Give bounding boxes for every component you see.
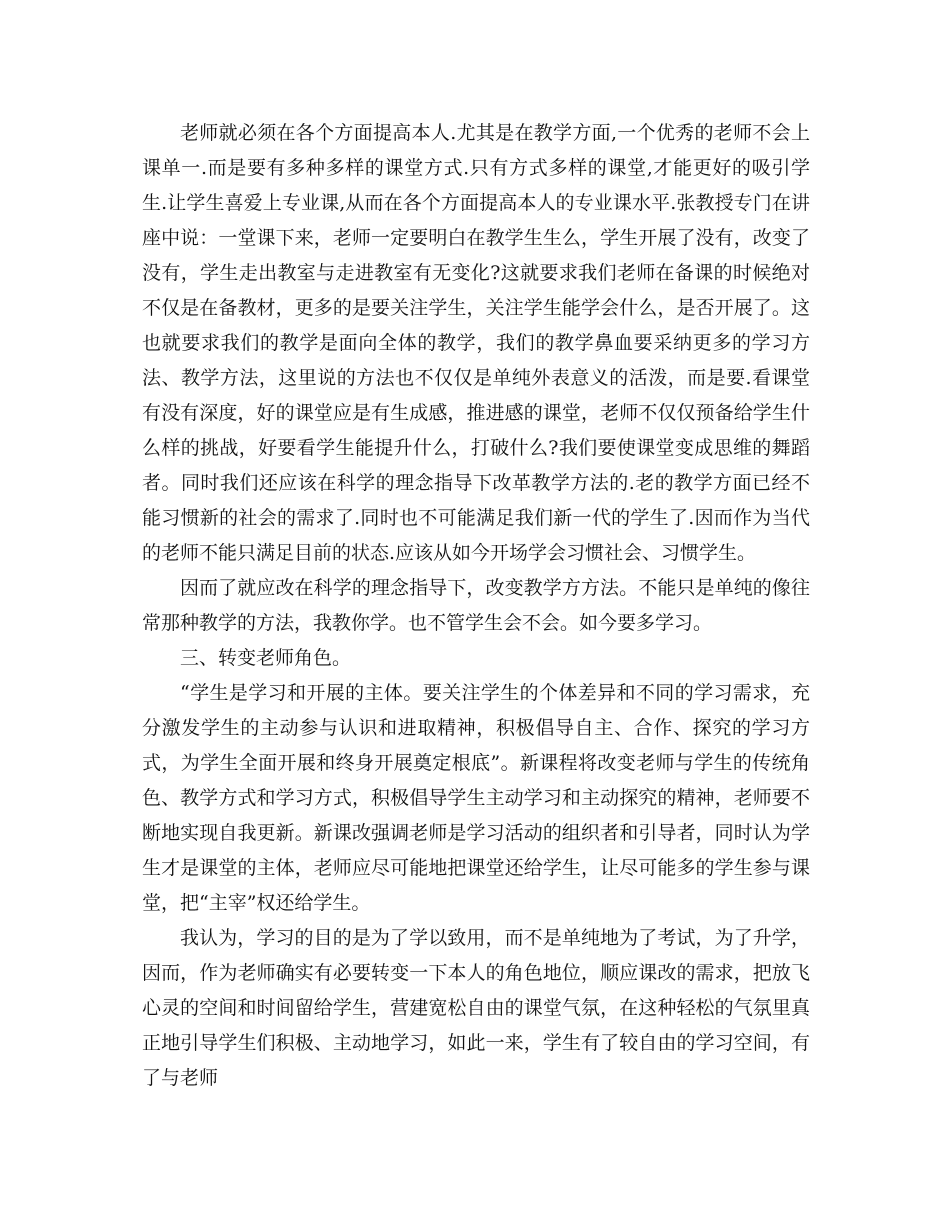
paragraph-teaching-methods: 老师就必须在各个方面提高本人.尤其是在教学方面,一个优秀的老师不会上课单一.而是要有多种多样的课堂方式.只有方式多样的课堂,才能更好的吸引学生.让学生喜爱上专业课,从而在各个方面提高本人的专业课水平.张教授专门在讲座中说：一堂课下来，老师一定要明白在教学生生么，学生开展了没有，改变了没有，学生走出教室与走进教室有无变化?这就要求我们老师在备课的时候绝对不仅是在备教材，更多的是要关注学生，关注学生能学会什么，是否开展了。这也就要求我们的教学是面向全体的教学，我们的教学鼻血要采纳更多的学习方法、教学方法，这里说的方法也不仅仅是单纯外表意义的活泼，而是要.看课堂有没有深度，好的课堂应是有生成感，推进感的课堂，老师不仅仅预备给学生什么样的挑战，好要看学生能提升什么，打破什么?我们要使课堂变成思维的舞蹈者。同时我们还应该在科学的理念指导下改革教学方法的.老的教学方面已经不能习惯新的社会的需求了.同时也不可能满足我们新一代的学生了.因而作为当代的老师不能只满足目前的状态.应该从如今开场学会习惯社会、习惯学生。	[142, 122, 810, 564]
paragraph-reform-methods: 因而了就应改在科学的理念指导下，改变教学方方法。不能只是单纯的像往常那种教学的方法，我教你学。也不管学生会不会。如今要多学习。	[142, 577, 810, 634]
section-heading-teacher-role: 三、转变老师角色。	[180, 647, 352, 669]
document-body	[142, 116, 810, 1096]
paragraph-learning-purpose: 我认为，学习的目的是为了学以致用，而不是单纯地为了考试，为了升学，因而，作为老师确实有必要转变一下本人的角色地位，顺应课改的需求，把放飞心灵的空间和时间留给学生，营建宽松自由的课堂气氛，在这种轻松的气氛里真正地引导学生们积极、主动地学习，如此一来，学生有了较自由的学习空间，有了与老师	[142, 927, 810, 1089]
paragraph-student-subject: “学生是学习和开展的主体。要关注学生的个体差异和不同的学习需求，充分激发学生的主动参与认识和进取精神，积极倡导自主、合作、探究的学习方式，为学生全面开展和终身开展奠定根底”。新课程将改变老师与学生的传统角色、教学方式和学习方式，积极倡导学生主动学习和主动探究的精神，老师要不断地实现自我更新。新课改强调老师是学习活动的组织者和引导者，同时认为学生才是课堂的主体，老师应尽可能地把课堂还给学生，让尽可能多的学生参与课堂，把“主宰”权还给学生。	[142, 682, 810, 914]
